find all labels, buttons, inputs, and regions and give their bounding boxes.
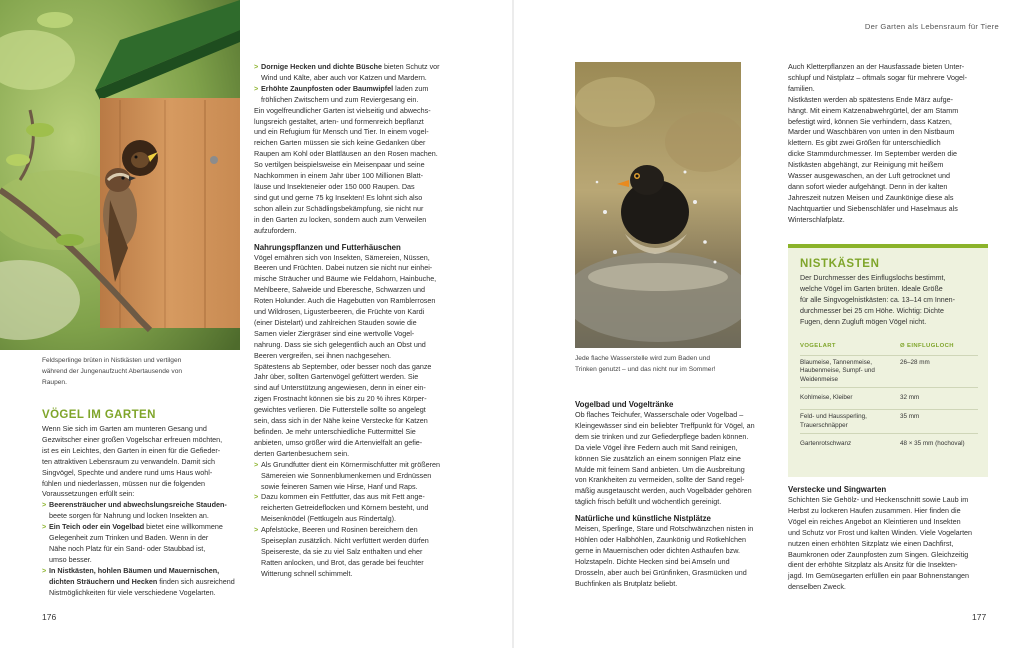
left-photo-caption: Feldsperlinge brüten in Nistkästen und vertilgen während der Jungenaufzucht Abertausende von Raupen. — [42, 357, 183, 386]
table-row: Blaumeise, Tannenmeise, Haubenmeise, Sumpf- und Weidenmeise 26–28 mm — [800, 356, 978, 389]
subheading-nistplaetze: Natürliche und künstliche Nistplätze — [575, 514, 711, 524]
spine-gutter — [512, 0, 514, 648]
list-item: > Erhöhte Zaunpfosten oder Baumwipfel laden zum fröhlichen Zwitschern und zum Reviergesang ein. — [254, 83, 429, 104]
table-header: VOGELART Ø EINFLUGLOCH — [800, 340, 978, 356]
sparrow-nestbox-illustration — [0, 0, 240, 350]
arrow-bullet-icon: > — [254, 62, 259, 71]
arrow-bullet-icon: > — [254, 459, 259, 469]
page-number-left: 176 — [42, 612, 57, 622]
arrow-bullet-icon: > — [254, 525, 259, 535]
list-item: > In Nistkästen, hohlen Bäumen und Mauernischen, dichten Sträuchern und Hecken finden sich ausreichend Nistmöglichkeiten für viele verschiedene Vogelarten. — [42, 565, 235, 597]
paragraph: Vögel ernähren sich von Insekten, Sämereien, Nüssen, Beeren und Früchten. Dabei nutzen sie nicht nur einhei- mische Sträucher und Bäume wie Feldahorn, Hainbuche, Mehlbeere, Salweide und Eberesche, Schwarzen und Roten Holunder. Auch die Hagebutten von Ramblerrosen und Wildrosen, Ligusterbeeren, die Früchte von Kardi (einer Distelart) und zahlreichen Stauden sowie die Samen vieler Ziergräser sind eine wertvolle Vogel- nahrung. Dass sie sich gelegentlich auch an Obst und Beeren vergreifen, sei ihnen nachgesehen. Spätestens ab September, oder besser noch das ganze Jahr über, sollten Gartenvögel gefüttert werden. Sie sind auf Unterstützung angewiesen, denn in einer ein- zigen Frostnacht können sie bis zu 20 % ihres Körper- gewichtes verlieren. Die Futterstelle sollte so angelegt sein, dass sich in der Nähe keine Verstecke für Katzen befinden. Je mehr unterschiedliche Futtermittel Sie anbieten, umso größer wird die Artenvielfalt an gefie- derten Gartenbesuchern sein. — [254, 252, 437, 458]
infobox-title: NISTKÄSTEN — [800, 258, 880, 270]
running-head: Der Garten als Lebensraum für Tiere — [864, 22, 999, 31]
arrow-bullet-icon: > — [254, 83, 259, 93]
list-item: > Dornige Hecken und dichte Büsche bieten Schutz vor Wind und Kälte, aber auch vor Katzen und Mardern. — [254, 62, 440, 82]
subheading-vogelbad: Vogelbad und Vogeltränke — [575, 400, 674, 409]
table-row: Feld- und Haussperling, Trauerschnäpper 35 mm — [800, 410, 978, 434]
blackbird-bath-illustration — [575, 62, 741, 348]
table-row: Kohlmeise, Kleiber 32 mm — [800, 388, 978, 410]
arrow-bullet-icon: > — [42, 565, 47, 575]
column-4-bottom: Verstecke und Singwarten Schichten Sie Gehölz- und Heckenschnitt sowie Laub im Herbst zu lockeren Haufen zusammen. Hier finden die Vögel ein reiches Angebot an Kleintieren und Insekten und Schutz vor Frost und kalten Winden. Viele Vogelarten nutzen einen erhöhten Sitzplatz wie einen Dachfirst, Baumkronen oder Zaunpfosten zum Singen. Gleichzeitig dient der erhöhte Sitzplatz als Ansitz für die Insekten- jagd. Im Gemüsegarten erfüllen ein paar Bohnenstangen denselben Zweck. — [788, 484, 990, 593]
nistkaesten-infobox — [788, 244, 988, 477]
column-3: Vogelbad und Vogeltränke Ob flaches Teichufer, Wasserschale oder Vogelbad – Kleingewässer sind ein beliebter Treffpunkt für Vögel, an dem sie trinken und zur Gefiederpflege baden können. Da viele Vögel ihre Federn auch mit Sand reinigen, können Sie zusätzlich an einem sonnigen Platz eine Mulde mit feinem Sand anbieten. Um die Ausbreitung von Krankheiten zu vermeiden, sollte der Sand regel- mäßig ausgetauscht werden, auch Vogelbäder gehören täglich frisch befüllt und wöchentlich gereinigt. Natürliche und künstliche Nistplätze Meisen, Sperlinge, Stare und Rotschwänzchen nisten in Höhlen oder Halbhöhlen, Zaunkönig und Rotkehlchen gerne in Mauernischen oder dichten Asthaufen bzw. Holzstapeln. Dichte Hecken sind bei Amseln und Drosseln, aber auch bei Grünfinken, Grasmücken und Buchfinken als Brutplatz beliebt. — [575, 394, 775, 590]
arrow-bullet-icon: > — [254, 492, 259, 502]
sparrow-nestbox-photo — [0, 0, 240, 350]
infobox-accent-bar — [788, 244, 988, 248]
arrow-bullet-icon: > — [42, 522, 47, 532]
subheading-nahrungspflanzen: Nahrungspflanzen und Futterhäuschen — [254, 242, 401, 252]
subheading-verstecke: Verstecke und Singwarten — [788, 485, 887, 494]
list-item: > Ein Teich oder ein Vogelbad bietet eine willkommene Gelegenheit zum Trinken und Baden. Wenn in der Nähe noch Platz für ein Sand- oder Staubbad ist, umso besser. — [42, 522, 223, 564]
list-item: > Apfelstücke, Beeren und Rosinen bereichern den Speiseplan zusätzlich. Nicht verfüttert werden dürfen Speisereste, da sie zu viel Salz enthalten und eher Ratten anlocken, und Brot, das gerade bei feuchter Witterung schnell schimmelt. — [254, 525, 429, 578]
column-2 — [254, 62, 456, 580]
section-heading-voegel-im-garten: VÖGEL IM GARTEN — [42, 409, 156, 421]
table-row: Gartenrotschwanz 48 × 35 mm (hochoval) — [800, 440, 965, 448]
arrow-bullet-icon: > — [42, 500, 47, 510]
infobox-text: Der Durchmesser des Einflugslochs bestimmt, welche Vögel im Garten brüten. Ideale Größe für alle Singvogelnistkästen: ca. 13–14 cm Innen- durchmesser bei 25 cm Höhe. Wichtig: Dichte Fugen, denn Zugluft mögen Vögel nicht. — [800, 274, 955, 326]
nesting-hole-table — [800, 340, 978, 455]
paragraph: Ein vogelfreundlicher Garten ist vielseitig und abwechs- lungsreich gestaltet, arten- und formenreich bepflanzt und ein Refugium für Mensch und Tier. In einem vogel- reichen Garten müssen sie sich keine Gedanken über Raupen am Kohl oder Blattläusen an den Rosen machen. So vertilgen beispielsweise ein Meisenpaar und seine Nachkommen in einem Jahr über 100 Millionen Blatt- läuse und Insekteneier oder 150 000 Raupen. Das sind gut und gerne 75 kg Insekten! Es lohnt sich also schon allein zur Schädlingsbekämpfung, sie nicht nur in den Garten zu locken, sondern auch zum Verweilen aufzufordern. — [254, 105, 438, 235]
column-1: VÖGEL IM GARTEN Wenn Sie sich im Garten am munteren Gesang und Gezwitscher einer großen Vogelschar erfreuen möchten, ist es ein Leichtes, den Garten in einen für die Gefieder- ten attraktiven Lebensraum zu verwandeln. Damit sich Singvögel, Spechte und andere rund ums Haus wohl- fühlen und niederlassen, müssen nur die folgenden Voraussetzungen erfüllt sein: > Beerensträucher und abwechslungsreiche Stauden- beete sorgen für Nahrung und locken Insekten an. > Ein Teich oder ein Vogelbad bietet eine willkommene Gelegenheit zum Trinken und Baden. Wenn in der Nähe noch Platz für ein Sand- oder Staubbad ist, umso besser. > In Nistkästen, hohlen Bäumen und Mauernischen, dichten Sträuchern und Hecken finden sich ausreichend Nistmöglichkeiten für viele verschiedene Vogelarten. — [42, 406, 240, 599]
right-photo-caption: Jede flache Wasserstelle wird zum Baden und Trinken genutzt – und das nicht nur im Sommer! — [575, 355, 716, 373]
blackbird-bath-photo — [575, 62, 741, 348]
list-item: > Beerensträucher und abwechslungsreiche Stauden- beete sorgen für Nahrung und locken Insekten an. — [42, 500, 227, 521]
list-item: > Dazu kommen ein Fettfutter, das aus mit Fett ange- reicherten Getreideflocken und Körnern besteht, und Meisenknödel (Fettkugeln aus Rindertalg). — [254, 492, 429, 524]
list-item: > Als Grundfutter dient ein Körnermischfutter mit größeren Sämereien wie Sonnenblumenkernen und Erdnüssen sowie feineren Samen wie Hirse, Hanf und Raps. — [254, 459, 440, 491]
column-4-top: Auch Kletterpflanzen an der Hausfassade bieten Unter- schlupf und Nistplatz – oftmals sogar für mehrere Vogel- familien. Nistkästen werden ab spätestens Ende März aufge- hängt. Mit einem Katzenabwehrgürtel, der am Stamm befestigt wird, können Sie verhindern, dass Katzen, Marder und Waschbären von unten in den Nistbaum klettern. Es gibt zwei Größen für unterschiedlich dicke Stammdurchmesser. Im September werden die Nistkästen abgehängt, zur Reinigung mit heißem Wasser ausgewaschen, an der Luft getrocknet und dann sofort wieder aufgehängt. Denn in der kalten Jahreszeit nutzen Meisen und Zaunkönige diese als Nachtquartier und Siebenschläfer und Haselmaus als Winterschlafplatz. — [788, 62, 967, 224]
page-number-right: 177 — [972, 612, 987, 622]
